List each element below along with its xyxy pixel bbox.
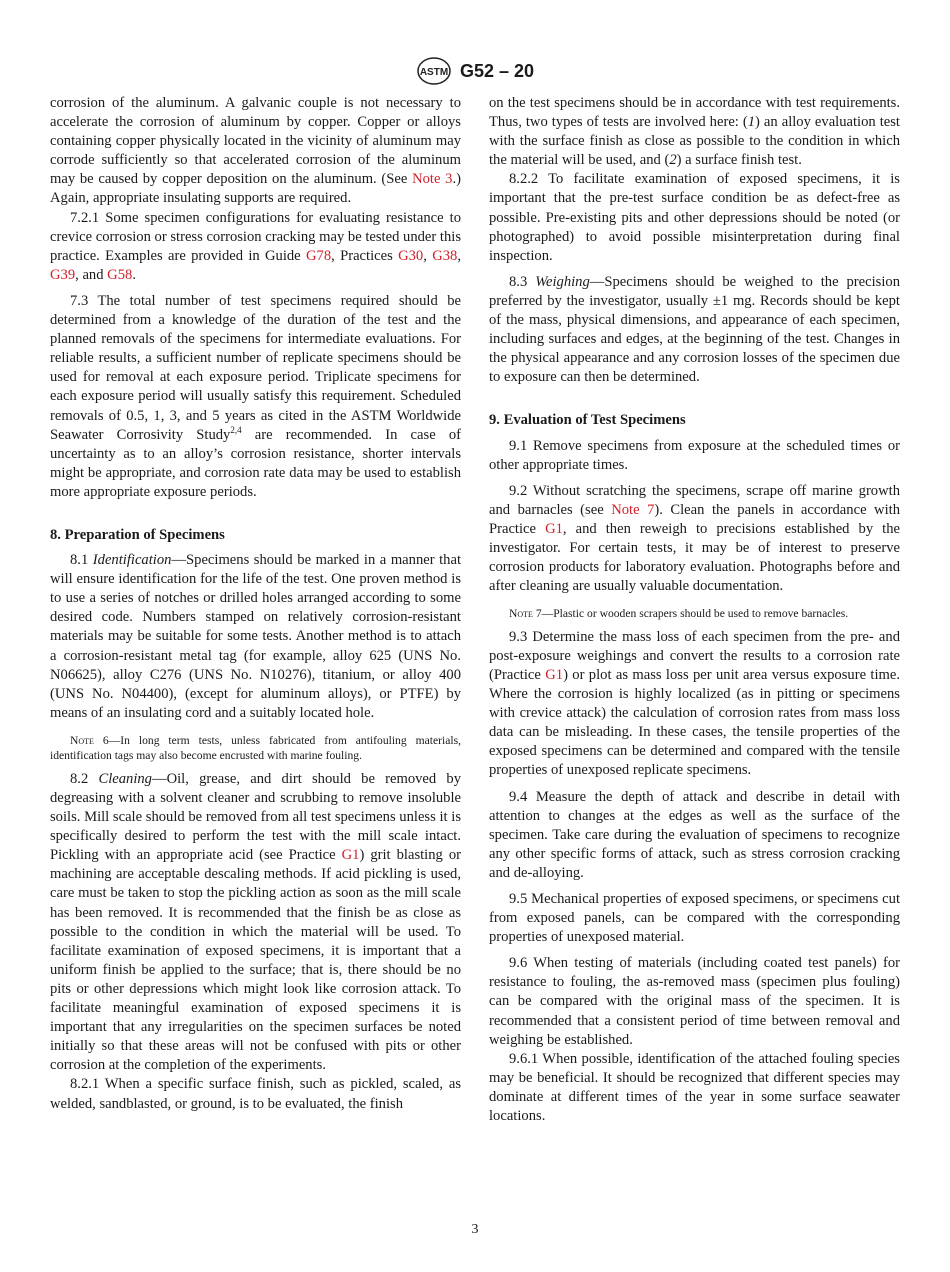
paragraph: [489, 94, 900, 170]
italic-text: Cleaning: [98, 770, 152, 787]
text-run: 9.6.1 When possible, identification of the attached fouling species may be beneficial. It should be recognized that different species may dominate at different times of the year in some surface seawater locations.: [489, 1050, 900, 1124]
paragraph: [489, 954, 900, 1049]
paragraph: [50, 94, 461, 209]
text-run: ) a surface finish test.: [676, 152, 802, 169]
text-run: 9.1 Remove specimens from exposure at the scheduled times or other appropriate times.: [489, 437, 900, 473]
text-run: ) or plot as mass loss per unit area versus exposure time. Where the corrosion is highly localized (as in pitting or specimens with crevice attack) the calculation of corrosion rates from mass loss data can be misleading. In these cases, the tensile properties of the exposed specimens can be determined and compared with the tensile properties of unexposed replicate specimens.: [489, 666, 900, 779]
text-run: —Oil, grease, and dirt should be removed by degreasing with a solvent cleaner and scrubbing to remove insoluble soils. Mill scale should be removed from all test specimens unless it is specifically desired to perform the test with the mill scale intact. Pickling with an appropriate acid (see Practice: [50, 770, 462, 864]
text-run: ,: [423, 247, 433, 264]
italic-text: Weighing: [535, 273, 590, 290]
paragraph: [50, 292, 461, 502]
text-run: , Practices: [331, 247, 399, 264]
text-run: —Specimens should be weighed to the precision preferred by the investigator, usually ±1 mg. Records should be kept of the mass, physical dimensions, and appearance of each specimen, including surfaces and edges, at the beginning of the test. Changes in the physical appearance and any corrosion losses of the specimen due to exposure can then be determined.: [489, 273, 901, 386]
text-run: 8.2.2 To facilitate examination of exposed specimens, it is important that the pre-test surface condition be as defect-free as possible. Pre-existing pits and other depressions should be noted (or photographed) to avoid possible misinterpretation during final inspection.: [489, 171, 900, 264]
text-run: , and then reweigh to precisions established by the investigator. For certain tests, it may be of interest to preserve corrosion products for laboratory evaluation. Photographs before and after cleaning are usually valuable documentation.: [489, 520, 900, 595]
paragraph: [50, 1075, 461, 1113]
reference-link[interactable]: G39: [50, 266, 76, 283]
note: [50, 733, 461, 764]
svg-text:ASTM: ASTM: [419, 67, 449, 78]
text-run: 7.2.1 Some specimen configurations for evaluating resistance to crevice corrosion or stress corrosion cracking may be tested under this practice. Examples are provided in Guide: [50, 209, 461, 264]
paragraph: [489, 628, 900, 781]
paragraph: [489, 482, 900, 597]
text-run: 8.2.1 When a specific surface finish, such as pickled, scaled, as welded, sandblasted, or ground, is to be evaluated, the finish: [50, 1076, 461, 1112]
reference-link[interactable]: G1: [545, 666, 564, 683]
right-column: [489, 94, 900, 1126]
page-header: [0, 56, 950, 86]
reference-link[interactable]: G78: [305, 247, 332, 264]
note: [489, 606, 900, 622]
page-number: 3: [471, 1222, 479, 1237]
reference-link[interactable]: Note 7: [611, 501, 655, 518]
text-run: 7—Plastic or wooden scrapers should be used to remove barnacles.: [532, 607, 849, 621]
paragraph: [50, 209, 461, 285]
text-run: corrosion of the aluminum. A galvanic couple is not necessary to accelerate the corrosion of aluminum by copper. Copper or alloys containing copper physically located in the vicinity of aluminum may corrode sufficiently so that accelerated corrosion of the aluminum may be caused by copper deposition on the aluminum. (See: [50, 95, 461, 188]
text-run: ,: [457, 247, 461, 264]
paragraph: [489, 273, 900, 388]
text-run: .) Again, appropriate insulating supports are required.: [50, 171, 461, 207]
section-heading: 9. Evaluation of Test Specimens: [489, 412, 686, 429]
text-run: 6—In long term tests, unless fabricated from antifouling materials, identification tags may also become encrusted with marine fouling.: [50, 733, 461, 763]
text-run: 9.4 Measure the depth of attack and describe in detail with attention to changes at the edges as well as the surface of the specimen. Take care during the evaluation of specimens to recognize any other specific forms of attack, such as stress corrosion cracking and de-alloying.: [489, 788, 900, 881]
document-designation: G52 – 20: [459, 60, 535, 81]
paragraph: [489, 788, 900, 883]
text-run: ) grit blasting or machining are acceptable descaling methods. If acid pickling is used, care must be taken to stop the pickling action as soon as the mill scale has been removed. It is recommended that the finish be as close as possible to the condition in which the material will be used. To facilitate examination of exposed specimens, it is important that a uniform finish be applied to the surface; that is, there should be no pits or other depressions which might look like corrosion attack. To facilitate meaningful examination of exposed specimens it is important that any irregularities on the specimen surfaces be noted initially so that these areas will not be confused with pits or other corrosion at the completion of the experiments.: [50, 847, 461, 1074]
footnote-ref[interactable]: 2,4: [230, 424, 242, 435]
text-run: 8.3: [509, 273, 536, 290]
text-run: 9.2 Without scratching the specimens, scrape off marine growth and barnacles (see: [489, 482, 900, 518]
section-heading: 8. Preparation of Specimens: [50, 526, 225, 543]
note-label: Note: [70, 733, 94, 747]
text-run: 8.2: [70, 770, 99, 787]
text-run: 8.1: [70, 552, 93, 569]
text-run: are recommended. In case of uncertainty as to an alloy’s corrosion resistance, shorter intervals might be appropriate, and corrosion rate data may be used to establish more appropriate exposure periods.: [50, 426, 461, 500]
paragraph: [489, 170, 900, 265]
paragraph: [50, 551, 461, 723]
paragraph: [489, 1050, 900, 1126]
text-run: .: [132, 266, 136, 283]
astm-logo-icon: [416, 56, 452, 86]
reference-link[interactable]: Note 3: [412, 171, 453, 188]
paragraph: [489, 890, 900, 947]
paragraph: [50, 770, 461, 1076]
reference-link[interactable]: G30: [398, 247, 424, 264]
reference-link[interactable]: G58: [107, 266, 133, 283]
text-run: ) an alloy evaluation test with the surface finish as close as possible to the condition in which the material will be used, and (: [489, 114, 900, 169]
text-run: 9.5 Mechanical properties of exposed specimens, or specimens cut from exposed panels, can be compared with the corresponding properties of unexposed material.: [489, 890, 900, 946]
text-run: on the test specimens should be in accordance with test requirements. Thus, two types of tests are involved here: (: [489, 95, 900, 131]
reference-link[interactable]: G38: [432, 247, 458, 264]
text-run: , and: [75, 266, 108, 283]
text-run: —Specimens should be marked in a manner that will ensure identification for the life of the test. One proven method is to use a series of notches or drilled holes arranged according to some desired code. Numbers stamped on relatively corrosion-resistant materials may be suitable for some tests. Another method is to attach a corrosion-resistant metal tag (for example, alloy 625 (UNS No. N06625), alloy C276 (UNS No. N10276), titanium, or alloy 400 (UNS No. N04400), (except for aluminum alloys), or PTFE) by means of an insulating cord and a suitably located hole.: [50, 552, 462, 721]
left-column: [50, 94, 461, 1114]
italic-text: 2: [669, 152, 677, 169]
italic-text: Identification: [92, 552, 172, 569]
reference-link[interactable]: G1: [341, 847, 360, 864]
paragraph: [489, 437, 900, 475]
text-run: 7.3 The total number of test specimens required should be determined from a knowledge of the duration of the test and the planned removals of the specimens for intermediate evaluations. For reliable results, a sufficient number of replicate specimens should be used for removal at each exposure period. Triplicate specimens for each exposure period will usually satisfy this requirement. Scheduled removals of 0.5, 1, 3, and 5 years as cited in the ASTM Worldwide Seawater Corrosivity Study: [50, 292, 461, 443]
text-run: 9.6 When testing of materials (including coated test panels) for resistance to fouling, the as-removed mass (specimen plus fouling) can be compared with the original mass of the specimen. It is recommended that a consistent period of time between removal and weighing be established.: [489, 955, 900, 1048]
italic-text: 1: [747, 114, 756, 131]
reference-link[interactable]: G1: [545, 520, 563, 537]
note-label: Note: [509, 607, 533, 621]
text-run: 9.3 Determine the mass loss of each specimen from the pre- and post-exposure weighings and convert the results to a corrosion rate (Practice: [489, 628, 900, 683]
text-run: ). Clean the panels in accordance with Practice: [489, 501, 900, 537]
